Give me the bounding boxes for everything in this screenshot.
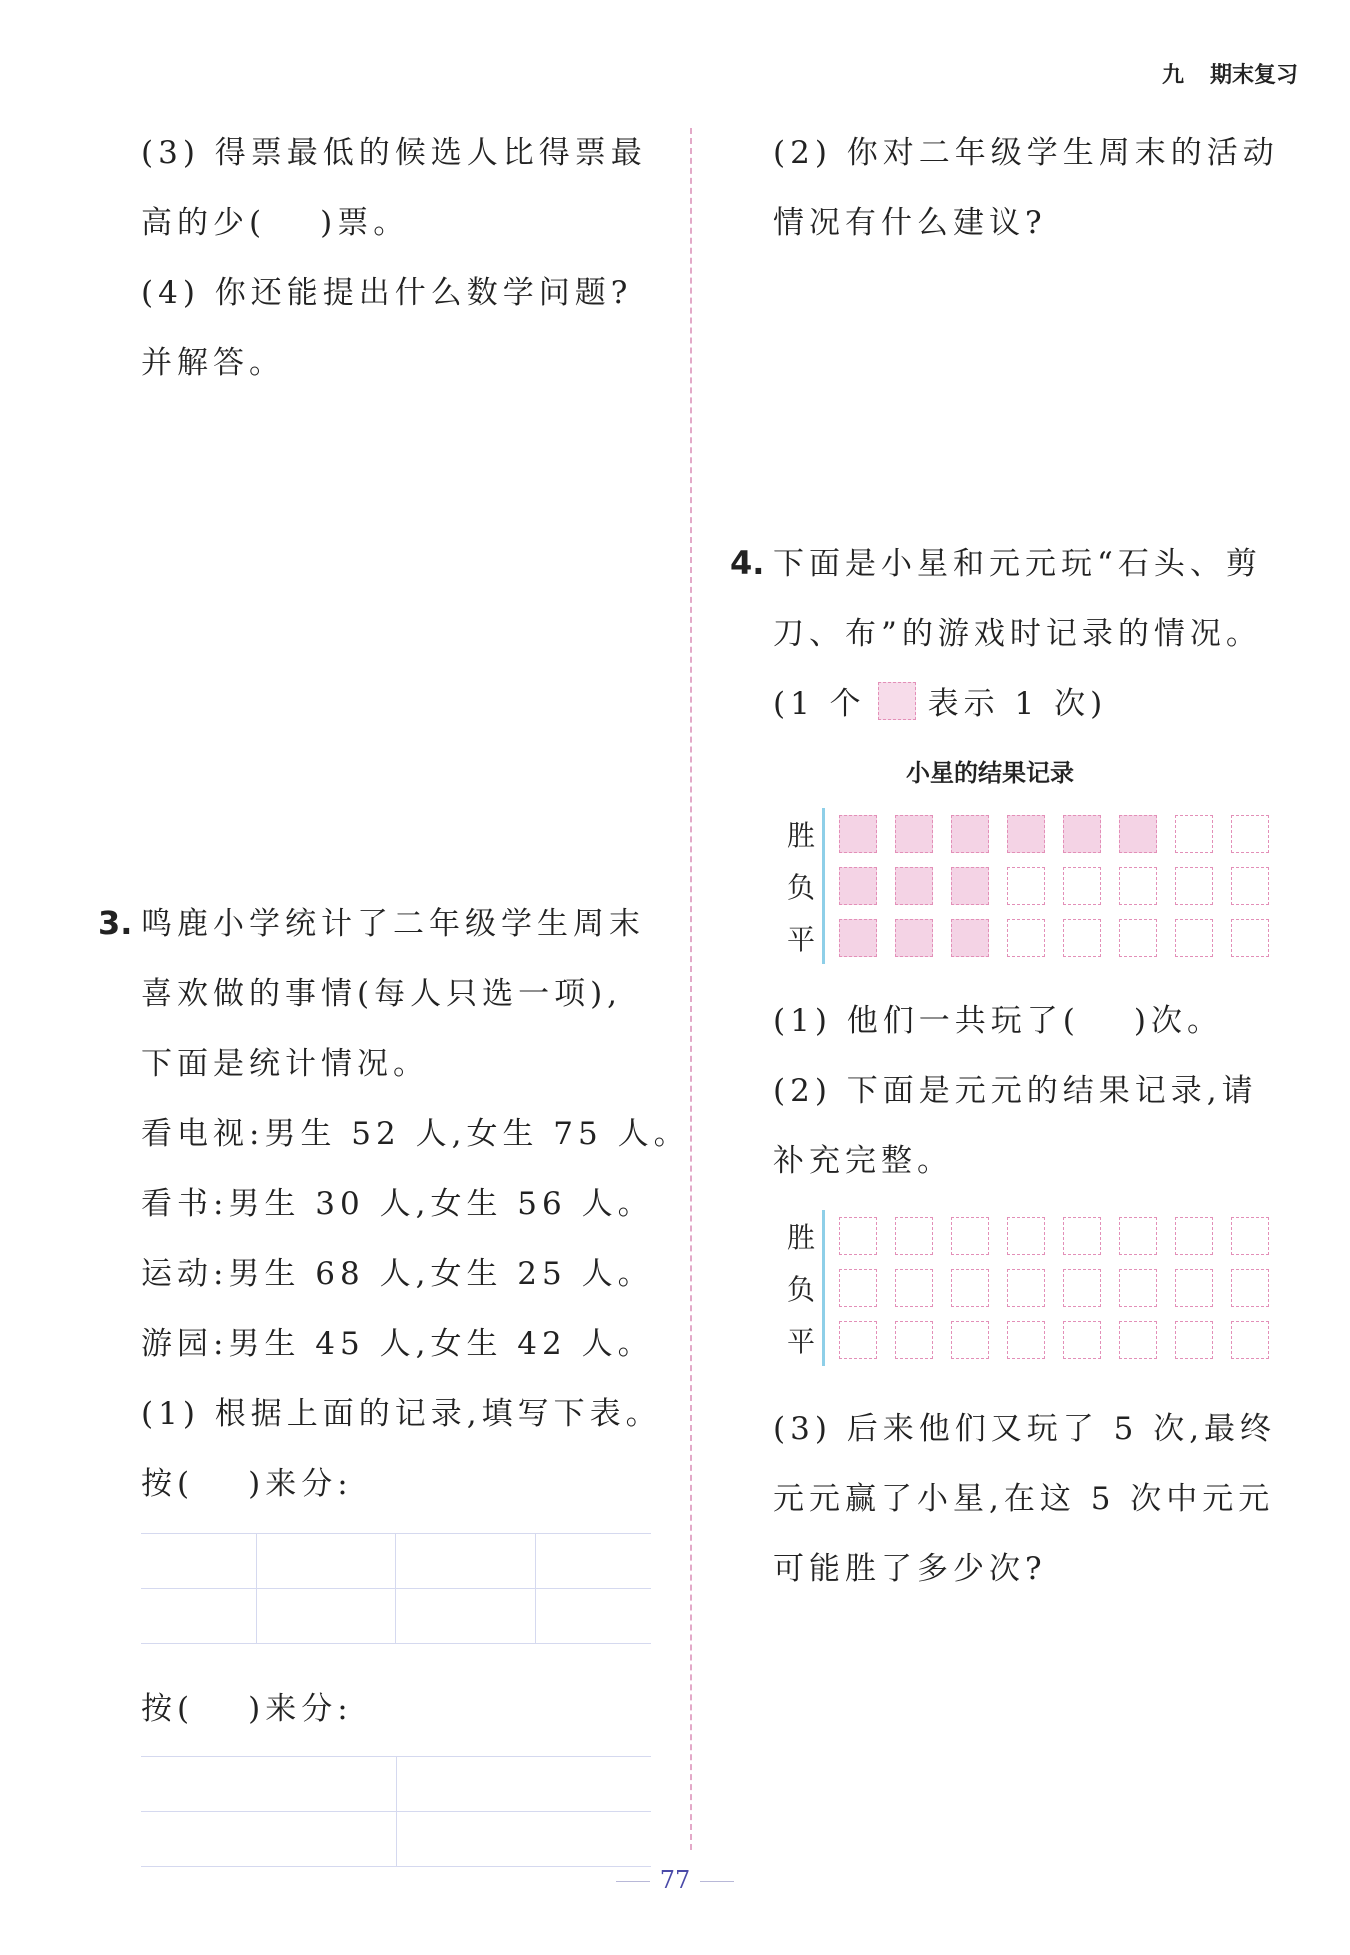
text-part: )次。	[1133, 1003, 1223, 1039]
tally-cell-empty	[1063, 919, 1101, 957]
tally-row-label: 负	[786, 871, 815, 904]
chapter-number: 九	[1161, 63, 1184, 88]
tally-cell-empty	[1175, 867, 1213, 905]
q3-sub2-line1: (2) 你对二年级学生周末的活动	[773, 135, 1279, 171]
tally-cell-empty[interactable]	[1063, 1269, 1101, 1307]
tally-row-label: 胜	[786, 819, 815, 852]
tally-cell-empty[interactable]	[1231, 1269, 1269, 1307]
yuanyuan-record-grid	[780, 1210, 1310, 1366]
tally-cell-empty[interactable]	[1119, 1269, 1157, 1307]
q2-sub4-line1: (4) 你还能提出什么数学问题?	[141, 275, 633, 311]
q4-sub3-line3: 可能胜了多少次?	[773, 1551, 1047, 1587]
xiaoxing-record-title: 小星的结果记录	[906, 759, 1074, 787]
q3-record: 游园:男生 45 人,女生 42 人。	[141, 1326, 654, 1362]
q3-by-line-2	[98, 1674, 670, 1744]
tally-cell-empty[interactable]	[1007, 1217, 1045, 1255]
text-part: 表示 1 次)	[927, 686, 1108, 722]
text-part: 高的少(	[141, 205, 267, 241]
tally-cell-filled	[895, 919, 933, 957]
tally-cell-empty[interactable]	[951, 1217, 989, 1255]
q3-record: 看电视:男生 52 人,女生 75 人。	[141, 1116, 690, 1152]
tally-cell-filled	[951, 815, 989, 853]
tally-cell-filled	[839, 867, 877, 905]
fill-table-1	[141, 1533, 651, 1644]
tally-cell-filled	[895, 815, 933, 853]
tally-cell-empty[interactable]	[839, 1269, 877, 1307]
table-cell[interactable]	[257, 1589, 396, 1644]
q3-line1	[98, 888, 670, 959]
q3-record: 运动:男生 68 人,女生 25 人。	[141, 1256, 654, 1292]
tally-square-icon	[878, 682, 916, 720]
tally-cell-empty[interactable]	[1231, 1321, 1269, 1359]
tally-row	[780, 1210, 1310, 1262]
right-column	[730, 118, 1310, 1604]
table-cell[interactable]	[396, 1534, 535, 1589]
tally-row	[780, 1314, 1310, 1366]
tally-cell-filled	[1119, 815, 1157, 853]
question-number: 3.	[98, 904, 133, 942]
tally-row	[780, 1262, 1310, 1314]
tally-row-label: 平	[786, 923, 815, 956]
q4-line1	[730, 528, 1310, 599]
tally-cell-empty[interactable]	[839, 1217, 877, 1255]
tally-cell-empty[interactable]	[1119, 1321, 1157, 1359]
page-number	[0, 1866, 1350, 1894]
tally-row	[780, 912, 1310, 964]
tally-cell-empty[interactable]	[895, 1217, 933, 1255]
q4-legend	[730, 669, 1310, 739]
text-part: )来分:	[248, 1466, 353, 1502]
tally-cell-empty[interactable]	[895, 1321, 933, 1359]
tally-cell-empty[interactable]	[951, 1321, 989, 1359]
tally-cell-empty	[1119, 919, 1157, 957]
table-cell[interactable]	[257, 1534, 396, 1589]
tally-cell-empty[interactable]	[1007, 1269, 1045, 1307]
text-part: 按(	[141, 1466, 195, 1502]
tally-row-label: 胜	[786, 1221, 815, 1254]
q4-sub3-line2: 元元赢了小星,在这 5 次中元元	[773, 1481, 1275, 1517]
tally-cell-empty[interactable]	[1175, 1217, 1213, 1255]
text-part: 鸣鹿小学统计了二年级学生周末	[141, 906, 645, 942]
chapter-title: 期末复习	[1209, 63, 1298, 88]
tally-cell-filled	[895, 867, 933, 905]
q3-line2: 喜欢做的事情(每人只选一项),	[141, 976, 623, 1012]
q4-sub2-line1: (2) 下面是元元的结果记录,请	[773, 1073, 1258, 1109]
tally-cells	[822, 808, 1269, 860]
tally-cells	[822, 1262, 1269, 1314]
tally-cell-empty	[1175, 919, 1213, 957]
text-part: 下面是小星和元元玩“石头、剪	[773, 546, 1262, 582]
tally-cell-empty	[1119, 867, 1157, 905]
table-cell[interactable]	[396, 1812, 651, 1867]
tally-cell-empty	[1231, 867, 1269, 905]
table-cell[interactable]	[535, 1534, 651, 1589]
tally-cells	[822, 1210, 1269, 1262]
page-number-dash	[700, 1881, 734, 1882]
tally-cell-empty[interactable]	[1231, 1217, 1269, 1255]
table-cell[interactable]	[535, 1589, 651, 1644]
tally-cell-empty	[1231, 919, 1269, 957]
q2-sub4-line2: 并解答。	[141, 345, 285, 381]
tally-cell-filled	[839, 815, 877, 853]
q3-sub2-line2: 情况有什么建议?	[773, 205, 1047, 241]
tally-cell-filled	[1063, 815, 1101, 853]
tally-row-label: 平	[786, 1325, 815, 1358]
tally-cell-empty	[1231, 815, 1269, 853]
q4-sub3-line1: (3) 后来他们又玩了 5 次,最终	[773, 1411, 1277, 1447]
answer-space[interactable]	[730, 258, 1310, 528]
xiaoxing-record-grid	[780, 808, 1310, 964]
tally-cell-filled	[839, 919, 877, 957]
page-header	[1162, 58, 1298, 89]
tally-cell-empty[interactable]	[1063, 1321, 1101, 1359]
column-divider	[690, 128, 692, 1850]
tally-cell-empty[interactable]	[1119, 1217, 1157, 1255]
table-cell[interactable]	[141, 1534, 257, 1589]
text-part: (1) 他们一共玩了(	[773, 1003, 1080, 1039]
tally-row	[780, 860, 1310, 912]
q2-sub3-line2	[98, 188, 670, 258]
left-column	[98, 118, 690, 1867]
tally-cell-empty	[1063, 867, 1101, 905]
tally-cell-empty[interactable]	[1007, 1321, 1045, 1359]
q3-sub1: (1) 根据上面的记录,填写下表。	[141, 1396, 662, 1432]
tally-cells	[822, 860, 1269, 912]
tally-cell-filled	[951, 919, 989, 957]
page-number-text: 77	[659, 1866, 691, 1894]
tally-cell-empty[interactable]	[1175, 1269, 1213, 1307]
tally-cell-empty[interactable]	[839, 1321, 877, 1359]
q3-by-line-1	[98, 1449, 670, 1519]
tally-cell-empty	[1007, 919, 1045, 957]
tally-cell-empty[interactable]	[951, 1269, 989, 1307]
tally-cell-filled	[951, 867, 989, 905]
tally-cell-empty[interactable]	[1063, 1217, 1101, 1255]
text-part: (1 个	[773, 686, 866, 722]
answer-space[interactable]	[98, 398, 670, 888]
tally-row	[780, 808, 1310, 860]
text-part: )票。	[320, 205, 410, 241]
tally-cells	[822, 912, 1269, 964]
table-cell[interactable]	[141, 1589, 257, 1644]
question-number: 4.	[730, 544, 765, 582]
table-cell[interactable]	[141, 1757, 396, 1812]
q4-sub1	[730, 986, 1310, 1056]
table-cell[interactable]	[396, 1589, 535, 1644]
q3-record: 看书:男生 30 人,女生 56 人。	[141, 1186, 654, 1222]
tally-cell-empty	[1007, 867, 1045, 905]
tally-cell-empty[interactable]	[1175, 1321, 1213, 1359]
tally-row-label: 负	[786, 1273, 815, 1306]
text-part: )来分:	[248, 1691, 353, 1727]
q4-line2: 刀、布”的游戏时记录的情况。	[773, 616, 1262, 652]
q2-sub3-line1: (3) 得票最低的候选人比得票最	[141, 135, 647, 171]
page-number-dash	[616, 1881, 650, 1882]
table-cell[interactable]	[141, 1812, 396, 1867]
table-cell[interactable]	[396, 1757, 651, 1812]
tally-cell-empty	[1175, 815, 1213, 853]
tally-cells	[822, 1314, 1269, 1366]
q3-line3: 下面是统计情况。	[141, 1046, 429, 1082]
fill-table-2	[141, 1756, 651, 1867]
q4-sub2-line2: 补充完整。	[773, 1143, 953, 1179]
tally-cell-filled	[1007, 815, 1045, 853]
text-part: 按(	[141, 1691, 195, 1727]
tally-cell-empty[interactable]	[895, 1269, 933, 1307]
